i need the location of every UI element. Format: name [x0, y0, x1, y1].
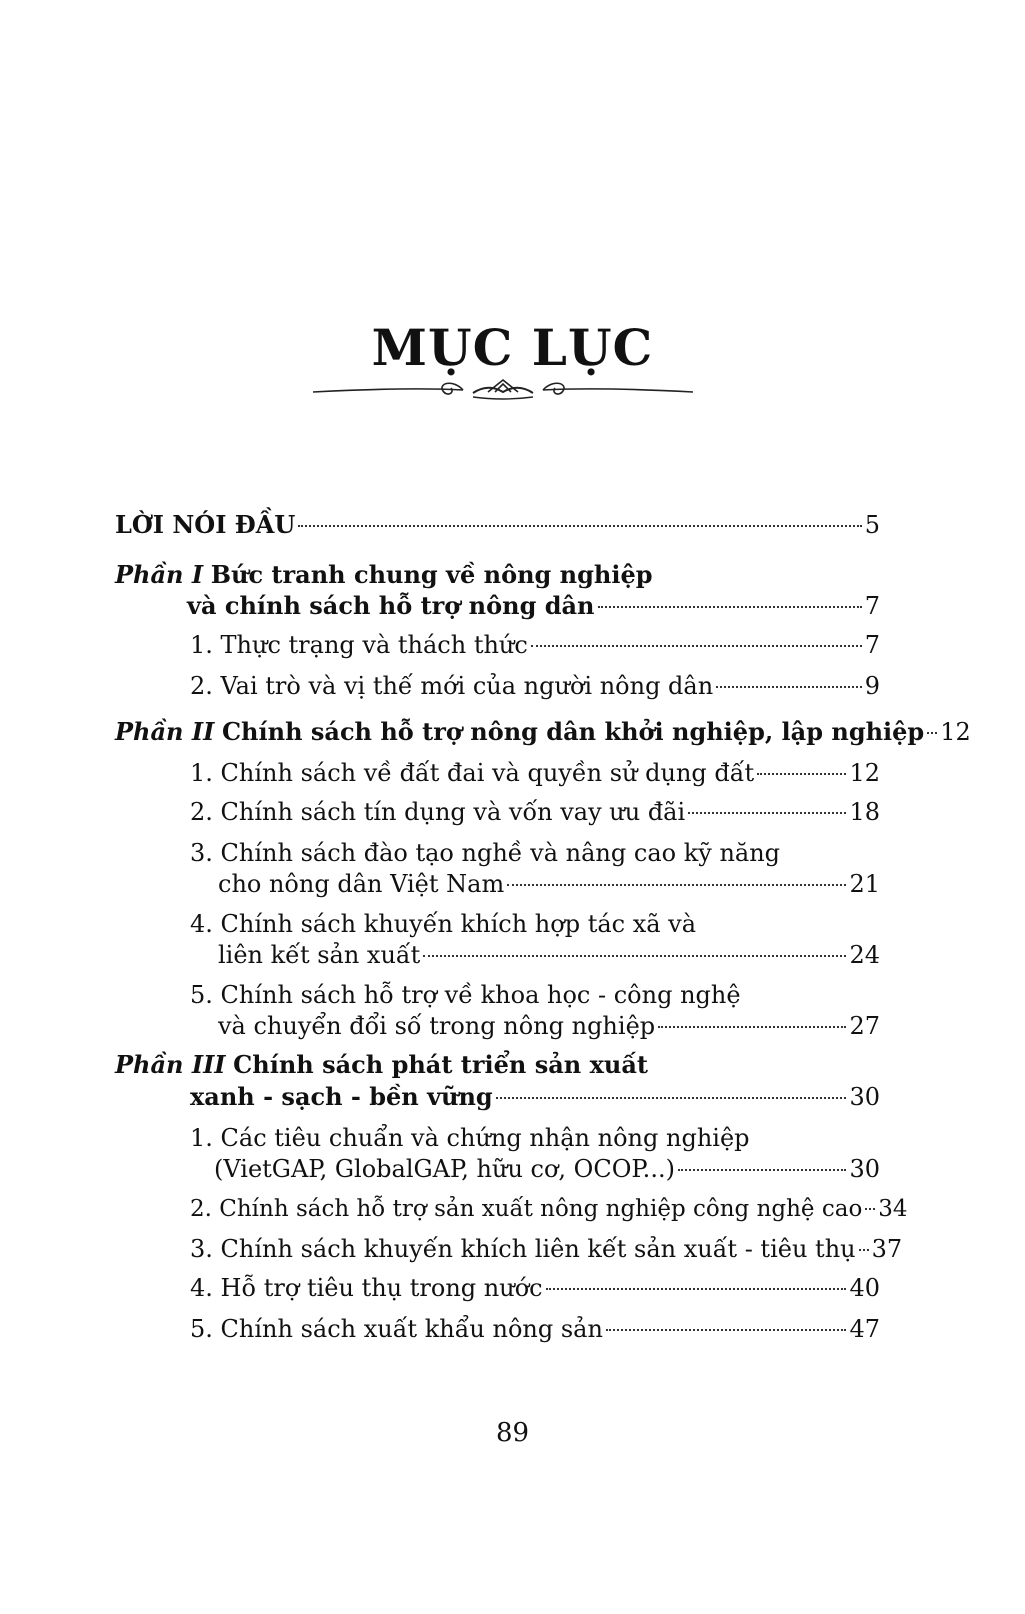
toc-page: 24: [849, 941, 880, 969]
toc-item-cont[interactable]: [218, 940, 880, 970]
dot-leader: [716, 686, 862, 688]
toc-page: 7: [864, 631, 880, 659]
toc-label: và chuyển đổi số trong nông nghiệp: [218, 1012, 656, 1040]
toc-item[interactable]: [190, 1194, 908, 1224]
part-title-cont: và chính sách hỗ trợ nông dân: [187, 591, 595, 620]
toc-label: 5. Chính sách xuất khẩu nông sản: [190, 1315, 603, 1343]
toc-item-cont[interactable]: [218, 869, 880, 899]
toc-foreword[interactable]: [115, 510, 880, 540]
toc-label: liên kết sản xuất: [218, 941, 421, 969]
part-title: Chính sách phát triển sản xuất: [233, 1050, 648, 1079]
dot-leader: [658, 1026, 846, 1028]
flourish-divider-icon: [313, 375, 693, 409]
toc-part1-cont[interactable]: [187, 591, 880, 621]
toc-part2-heading[interactable]: [115, 717, 971, 747]
dot-leader: [688, 812, 846, 814]
toc-item[interactable]: [190, 671, 880, 701]
dot-leader: [531, 645, 862, 647]
dot-leader: [606, 1329, 847, 1331]
toc-page: 34: [878, 1196, 908, 1222]
toc-page: 12: [849, 759, 880, 787]
toc-label: 2. Vai trò và vị thế mới của người nông dân: [190, 672, 714, 700]
toc-label: 1. Chính sách về đất đai và quyền sử dụng đất: [190, 759, 755, 787]
toc-label: LỜI NÓI ĐẦU: [115, 510, 296, 539]
toc-item-line1[interactable]: 5. Chính sách hỗ trợ về khoa học - công nghệ: [190, 981, 741, 1009]
toc-page: 18: [849, 798, 880, 826]
toc-item[interactable]: [190, 630, 880, 660]
toc-item-line1[interactable]: 4. Chính sách khuyến khích hợp tác xã và: [190, 910, 697, 938]
toc-item-line1[interactable]: 3. Chính sách đào tạo nghề và nâng cao kỹ năng: [190, 839, 781, 867]
toc-page: 40: [849, 1274, 880, 1302]
dot-leader: [598, 606, 862, 608]
dot-leader: [496, 1097, 847, 1099]
toc-page: 9: [864, 672, 880, 700]
dot-leader: [507, 884, 846, 886]
dot-leader: [865, 1208, 875, 1210]
dot-leader: [423, 955, 846, 957]
part-title: Bức tranh chung về nông nghiệp: [210, 560, 653, 589]
toc-label: 2. Chính sách tín dụng và vốn vay ưu đãi: [190, 798, 686, 826]
page-title: MỤC LỤC: [371, 318, 654, 377]
toc-page: 30: [849, 1083, 880, 1111]
toc-label: 3. Chính sách khuyến khích liên kết sản xuất - tiêu thụ: [190, 1235, 856, 1263]
toc-label: (VietGAP, GlobalGAP, hữu cơ, OCOP...): [214, 1155, 675, 1183]
toc-item[interactable]: [190, 1273, 880, 1303]
toc-label: 4. Hỗ trợ tiêu thụ trong nước: [190, 1274, 543, 1302]
toc-page: 7: [864, 592, 880, 620]
toc-item-cont[interactable]: [214, 1154, 880, 1184]
part-prefix: Phần I: [115, 560, 204, 589]
toc-page: 47: [849, 1315, 880, 1343]
toc-item[interactable]: [190, 1234, 903, 1264]
toc-part3-cont[interactable]: [190, 1082, 880, 1112]
dot-leader: [678, 1169, 847, 1171]
part-title-cont: xanh - sạch - bền vững: [190, 1082, 493, 1111]
toc-item[interactable]: [190, 1314, 880, 1344]
part-prefix: Phần III: [115, 1050, 226, 1079]
dot-leader: [927, 732, 937, 734]
toc-page: 12: [940, 718, 971, 746]
toc-page: 30: [849, 1155, 880, 1183]
toc-page: 21: [849, 870, 880, 898]
toc-page: 5: [864, 511, 880, 539]
toc-label: 1. Thực trạng và thách thức: [190, 631, 528, 659]
page-number: 89: [495, 1418, 530, 1448]
toc-item-cont[interactable]: [218, 1011, 880, 1041]
toc-label: 2. Chính sách hỗ trợ sản xuất nông nghiệp công nghệ cao: [190, 1196, 863, 1222]
toc-item[interactable]: [190, 797, 880, 827]
part-heading: [115, 717, 924, 747]
toc-item-line1[interactable]: 1. Các tiêu chuẩn và chứng nhận nông nghiệp: [190, 1124, 750, 1152]
dot-leader: [546, 1288, 847, 1290]
toc-item[interactable]: [190, 758, 880, 788]
dot-leader: [298, 525, 861, 527]
toc-label: cho nông dân Việt Nam: [218, 870, 505, 898]
dot-leader: [859, 1249, 869, 1251]
toc-page: 27: [849, 1012, 880, 1040]
part-prefix: Phần II: [115, 717, 215, 746]
toc-part3-heading[interactable]: [115, 1050, 648, 1080]
toc-page: 37: [871, 1235, 903, 1263]
part-title: Chính sách hỗ trợ nông dân khởi nghiệp, lập nghiệp: [221, 717, 925, 746]
dot-leader: [757, 773, 846, 775]
toc-part1-heading[interactable]: [115, 560, 653, 590]
